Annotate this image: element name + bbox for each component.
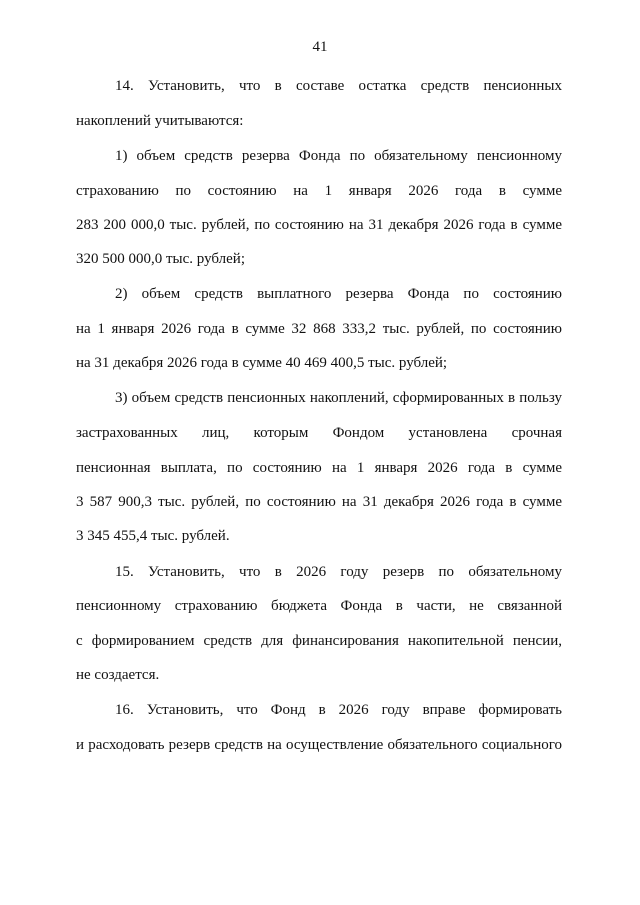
paragraph-15-line-2: пенсионному страхованию бюджета Фонда в части, не связанной xyxy=(76,598,562,614)
item-3-line-3: пенсионная выплата, по состоянию на 1 января 2026 года в сумме xyxy=(76,460,562,476)
item-2-line-2: на 1 января 2026 года в сумме 32 868 333,2 тыс. рублей, по состоянию xyxy=(76,321,562,337)
paragraph-16-line-2: и расходовать резерв средств на осуществление обязательного социального xyxy=(76,737,562,753)
item-1-line-1: 1) объем средств резерва Фонда по обязательному пенсионному xyxy=(115,148,562,164)
item-2-line-1: 2) объем средств выплатного резерва Фонда по состоянию xyxy=(115,286,562,302)
item-2-line-3: на 31 декабря 2026 года в сумме 40 469 400,5 тыс. рублей; xyxy=(76,355,448,371)
item-3-line-4: 3 587 900,3 тыс. рублей, по состоянию на 31 декабря 2026 года в сумме xyxy=(76,494,562,510)
paragraph-15-line-4: не создается. xyxy=(76,667,160,683)
item-3-line-1: 3) объем средств пенсионных накоплений, сформированных в пользу xyxy=(115,390,562,406)
item-3-line-5: 3 345 455,4 тыс. рублей. xyxy=(76,528,230,544)
item-3-line-2: застрахованных лиц, которым Фондом установлена срочная xyxy=(76,425,562,441)
item-1-line-4: 320 500 000,0 тыс. рублей; xyxy=(76,251,245,267)
paragraph-15-line-3: с формированием средств для финансирования накопительной пенсии, xyxy=(76,633,562,649)
page-number: 41 xyxy=(312,39,328,55)
paragraph-14-line-1: 14. Установить, что в составе остатка средств пенсионных xyxy=(115,78,562,94)
item-1-line-2: страхованию по состоянию на 1 января 2026 года в сумме xyxy=(76,183,562,199)
paragraph-16-line-1: 16. Установить, что Фонд в 2026 году вправе формировать xyxy=(115,702,562,718)
paragraph-15-line-1: 15. Установить, что в 2026 году резерв по обязательному xyxy=(115,564,562,580)
item-1-line-3: 283 200 000,0 тыс. рублей, по состоянию на 31 декабря 2026 года в сумме xyxy=(76,217,562,233)
paragraph-14-line-2: накоплений учитываются: xyxy=(76,113,244,129)
